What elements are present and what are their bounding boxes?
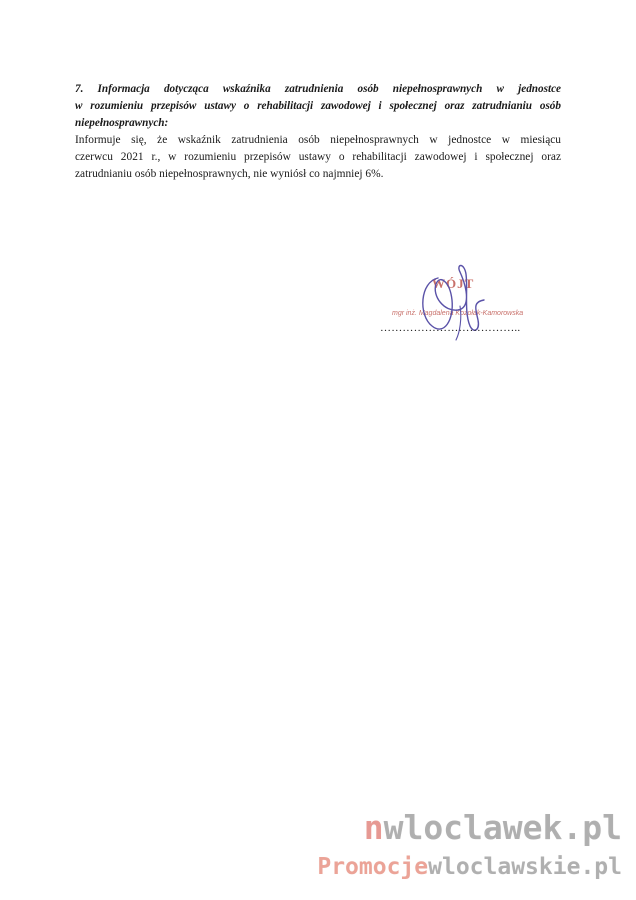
watermark-nwloclawek — [364, 808, 622, 847]
section-heading-line-1: 7. Informacja dotycząca wskaźnika zatrudnienia osób niepełnosprawnych w jednostce — [75, 83, 561, 95]
section-body-line-3: zatrudnianiu osób niepełnosprawnych, nie wyniósł co najmniej 6%. — [75, 168, 384, 180]
watermark-text: wloclawek.pl — [383, 808, 622, 847]
section-heading-line-2: w rozumieniu przepisów ustawy o rehabilitacji zawodowej i społecznej oraz zatrudnianiu osób — [75, 100, 561, 112]
watermark-accent: Promocje — [317, 854, 429, 880]
stamp-title: WÓJT — [432, 276, 475, 291]
signature-block — [370, 260, 570, 355]
watermark-accent: n — [363, 808, 384, 847]
section-7 — [75, 81, 561, 183]
section-body-line-1: Informuje się, że wskaźnik zatrudnienia osób niepełnosprawnych w jednostce w miesiącu — [75, 134, 561, 146]
section-heading-line-3: niepełnosprawnych: — [75, 117, 169, 129]
section-body-line-2: czerwcu 2021 r., w rozumieniu przepisów ustawy o rehabilitacji zawodowej i społecznej oraz — [75, 151, 561, 163]
watermark-text: wloclawskie.pl — [428, 854, 622, 880]
watermark-promocje — [317, 854, 622, 880]
signature-line: ……………………………….. — [380, 322, 521, 334]
stamp-name: mgr inż. Magdalena Kozołak-Kamorowska — [392, 310, 524, 317]
